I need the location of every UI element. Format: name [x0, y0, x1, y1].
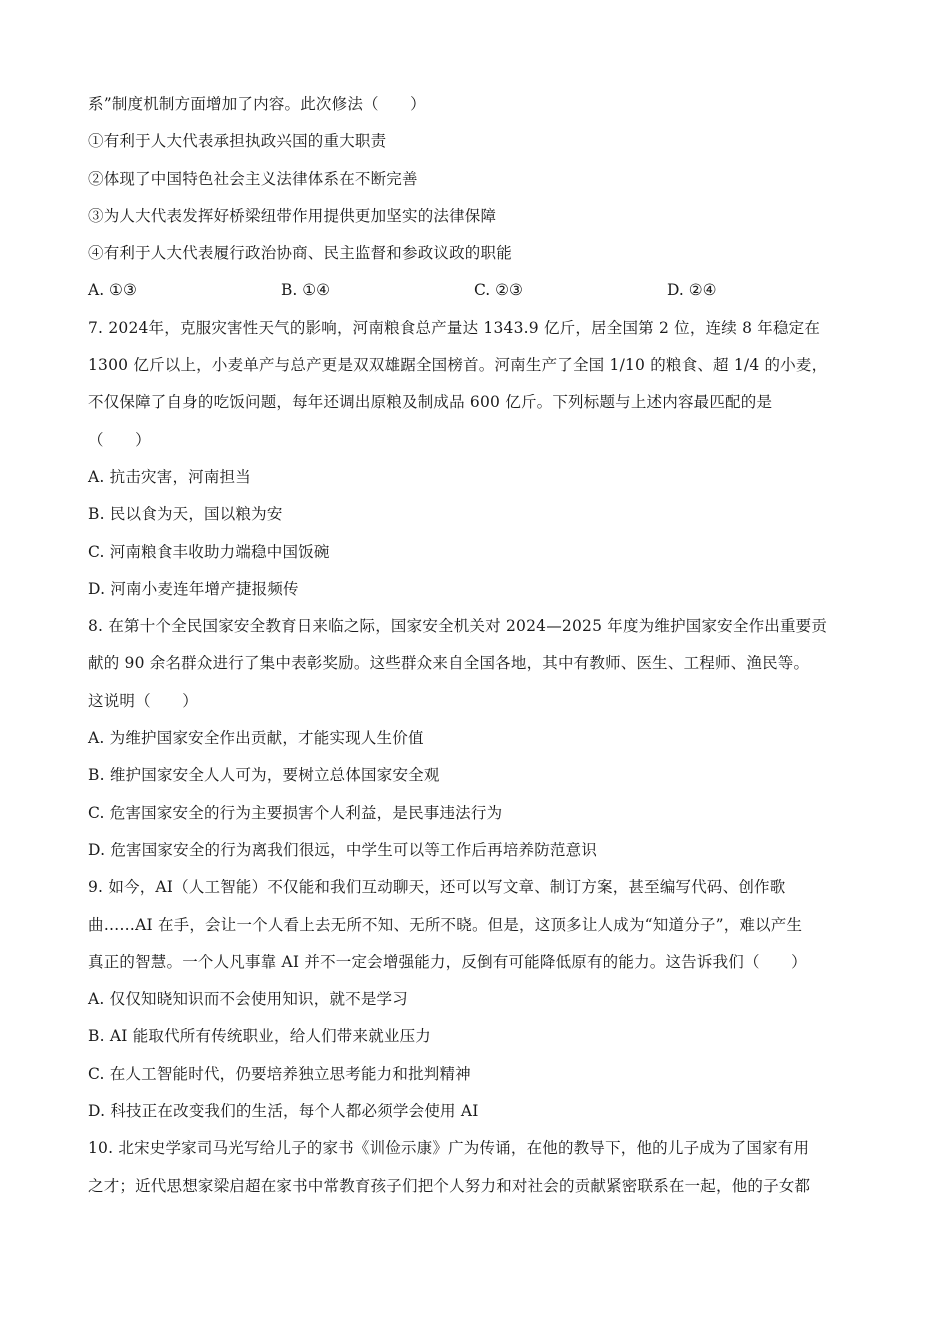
question-stem-line: 之才；近代思想家梁启超在家书中常教育孩子们把个人努力和对社会的贡献紧密联系在一起，他的子女都	[88, 1176, 811, 1195]
option-b: B. 民以食为天，国以粮为安	[88, 505, 283, 524]
option-a: A. 抗击灾害，河南担当	[88, 467, 251, 486]
question-stem-line: 真正的智慧。一个人凡事靠 AI 并不一定会增强能力，反倒有可能降低原有的能力。这告诉我们（ ）	[88, 952, 807, 971]
option-b: B. 维护国家安全人人可为，要树立总体国家安全观	[88, 766, 440, 785]
statement-2: ②体现了中国特色社会主义法律体系在不断完善	[88, 169, 418, 188]
question-10	[88, 1130, 860, 1205]
question-9	[88, 869, 860, 1130]
option-c: C. ②③	[474, 281, 523, 300]
option-c: C. 危害国家安全的行为主要损害个人利益，是民事违法行为	[88, 803, 503, 822]
question-stem-line: 献的 90 余名群众进行了集中表彰奖励。这些群众来自全国各地，其中有教师、医生、工程师、渔民等。	[88, 654, 810, 673]
statement-3: ③为人大代表发挥好桥梁纽带作用提供更加坚实的法律保障	[88, 206, 497, 225]
option-c: C. 河南粮食丰收助力端稳中国饭碗	[88, 542, 330, 561]
statement-4: ④有利于人大代表履行政治协商、民主监督和参政议政的职能	[88, 244, 512, 263]
question-stem-line: 不仅保障了自身的吃饭问题，每年还调出原粮及制成品 600 亿斤。下列标题与上述内容最匹配的是	[88, 393, 773, 412]
option-a: A. ①③	[88, 281, 137, 300]
option-d: D. 河南小麦连年增产捷报频传	[88, 579, 299, 598]
option-d: D. ②④	[667, 281, 717, 300]
option-b: B. AI 能取代所有传统职业，给人们带来就业压力	[88, 1027, 431, 1046]
option-b: B. ①④	[281, 281, 331, 300]
answer-blank: （ ）	[88, 430, 151, 449]
question-stem-line: 8. 在第十个全民国家安全教育日来临之际，国家安全机关对 2024—2025 年度为维护国家安全作出重要贡	[88, 617, 828, 636]
question-stem-line: 这说明（ ）	[88, 691, 198, 710]
question-stem-line: 9. 如今，AI（人工智能）不仅能和我们互动聊天，还可以写文章、制订方案，甚至编写代码、创作歌	[88, 878, 786, 897]
option-c: C. 在人工智能时代，仍要培养独立思考能力和批判精神	[88, 1064, 471, 1083]
question-stem-line: 1300 亿斤以上，小麦单产与总产更是双双雄踞全国榜首。河南生产了全国 1/10 的粮食、超 1/4 的小麦，	[88, 356, 828, 375]
question-stem-line: 曲……AI 在手，会让一个人看上去无所不知、无所不晓。但是，这顶多让人成为“知道分子”，难以产生	[88, 915, 803, 934]
question-7	[88, 310, 860, 608]
option-a: A. 仅仅知晓知识而不会使用知识，就不是学习	[88, 990, 408, 1009]
option-d: D. 危害国家安全的行为离我们很远，中学生可以等工作后再培养防范意识	[88, 840, 598, 859]
question-8	[88, 608, 860, 869]
question-6	[88, 86, 860, 310]
option-row	[88, 272, 860, 309]
question-stem: 系”制度机制方面增加了内容。此次修法（ ）	[88, 95, 426, 113]
option-a: A. 为维护国家安全作出贡献，才能实现人生价值	[88, 729, 424, 748]
option-d: D. 科技正在改变我们的生活，每个人都必须学会使用 AI	[88, 1102, 479, 1121]
question-stem-line: 7. 2024年，克服灾害性天气的影响，河南粮食总产量达 1343.9 亿斤，居全国第 2 位，连续 8 年稳定在	[88, 318, 821, 337]
statement-1: ①有利于人大代表承担执政兴国的重大职责	[88, 132, 387, 151]
exam-page	[88, 86, 860, 1205]
question-stem-line: 10. 北宋史学家司马光写给儿子的家书《训俭示康》广为传诵，在他的教导下，他的儿子成为了国家有用	[88, 1139, 810, 1158]
